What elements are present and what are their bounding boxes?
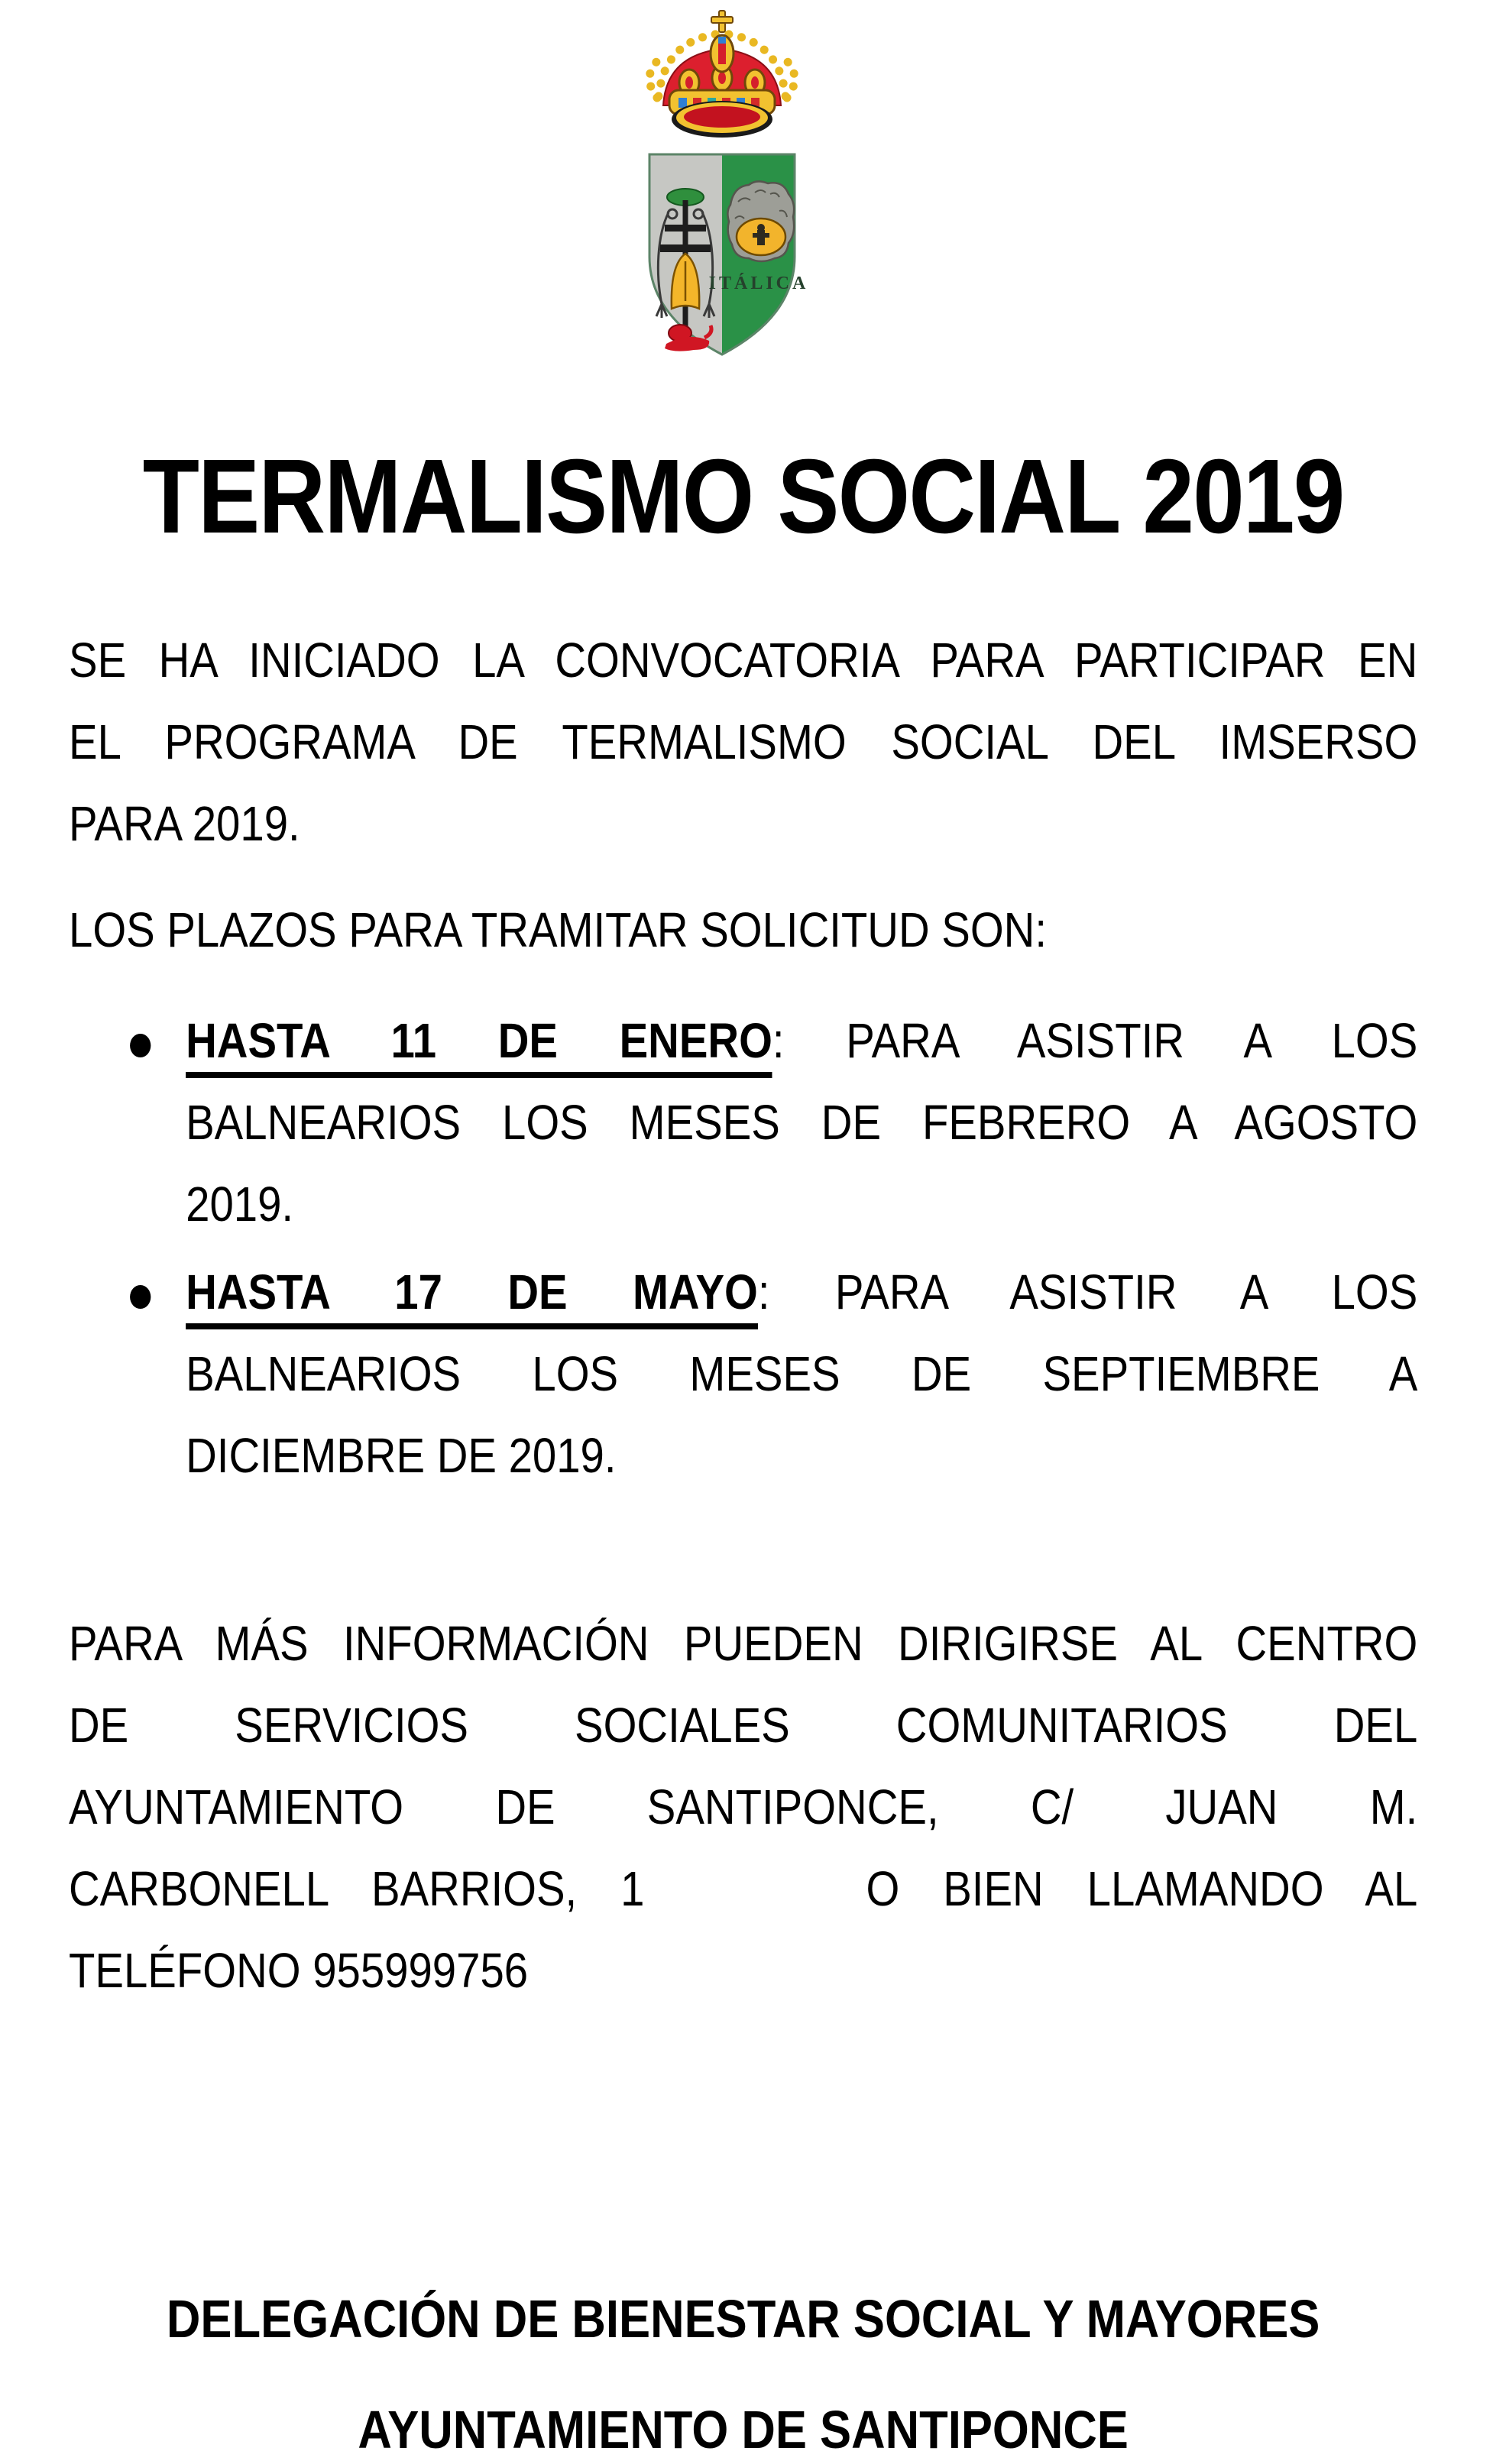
deadline-colon: : bbox=[772, 1013, 785, 1068]
page-title: TERMALISMO SOCIAL 2019 bbox=[142, 438, 1344, 555]
deadline-term: HASTA 11 DE ENERO bbox=[186, 1013, 772, 1078]
deadline-rest: PARA ASISTIR A LOS bbox=[846, 1013, 1418, 1068]
intro-line: SE HA INICIADO LA CONVOCATORIA PARA PARTICIPAR EN bbox=[69, 633, 1418, 688]
info-line: PARA MÁS INFORMACIÓN PUEDEN DIRIGIRSE AL CENTRO bbox=[69, 1616, 1418, 1671]
info-line bbox=[69, 1848, 1417, 1930]
info-address-part: CARBONELL BARRIOS, 1 bbox=[69, 1861, 645, 1916]
deadline-line bbox=[186, 1251, 1417, 1333]
intro-line: EL PROGRAMA DE TERMALISMO SOCIAL DEL IMSERSO bbox=[69, 714, 1418, 769]
info-phone-intro: O BIEN LLAMANDO AL bbox=[866, 1861, 1418, 1916]
info-paragraph bbox=[69, 1603, 1417, 2012]
bullet-dot-icon bbox=[130, 1034, 151, 1057]
deadline-line bbox=[186, 1000, 1417, 1082]
deadline-line: BALNEARIOS LOS MESES DE FEBRERO A AGOSTO bbox=[186, 1095, 1418, 1150]
deadline-rest: PARA ASISTIR A LOS bbox=[834, 1264, 1418, 1319]
bullet-dot-icon bbox=[130, 1285, 151, 1309]
intro-paragraph bbox=[69, 620, 1417, 865]
info-line: DE SERVICIOS SOCIALES COMUNITARIOS DEL bbox=[69, 1698, 1418, 1753]
intro-line: PARA 2019. bbox=[69, 796, 300, 851]
deadline-term: HASTA 17 DE MAYO bbox=[186, 1264, 758, 1329]
deadlines-heading: LOS PLAZOS PARA TRAMITAR SOLICITUD SON: bbox=[69, 902, 1047, 957]
document-body bbox=[69, 0, 1417, 2464]
deadline-line: 2019. bbox=[186, 1177, 294, 1232]
footer-delegation: DELEGACIÓN DE BIENESTAR SOCIAL Y MAYORES bbox=[166, 2289, 1320, 2349]
info-phone-line: TELÉFONO 955999756 bbox=[69, 1943, 529, 1998]
footer-ayuntamiento: AYUNTAMIENTO DE SANTIPONCE bbox=[358, 2400, 1129, 2459]
deadline-item-enero bbox=[69, 1000, 1417, 1245]
deadline-line: BALNEARIOS LOS MESES DE SEPTIEMBRE A bbox=[186, 1346, 1418, 1401]
deadline-line: DICIEMBRE DE 2019. bbox=[186, 1428, 617, 1483]
deadline-item-mayo bbox=[69, 1251, 1417, 1497]
italica-motto: ITÁLICA bbox=[708, 274, 809, 293]
deadline-colon: : bbox=[757, 1264, 770, 1319]
info-line: AYUNTAMIENTO DE SANTIPONCE, C/ JUAN M. bbox=[69, 1779, 1418, 1834]
